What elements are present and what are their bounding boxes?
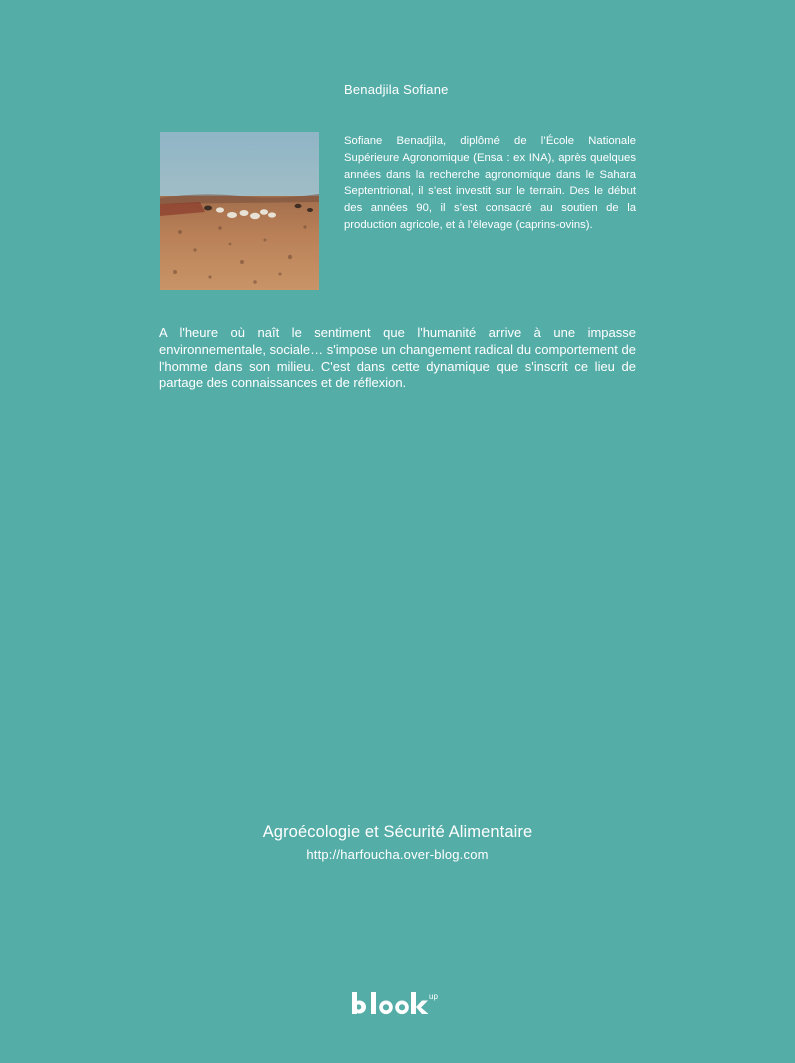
desert-herd-photo-icon	[160, 132, 319, 290]
author-photo	[160, 132, 319, 290]
blog-title: Agroécologie et Sécurité Alimentaire	[262, 823, 533, 841]
svg-text:up: up	[429, 992, 438, 1001]
author-name: Benadjila Sofiane	[344, 82, 449, 97]
blookup-logo-icon	[351, 990, 447, 1020]
blog-url[interactable]: http://harfoucha.over-blog.com	[306, 847, 489, 862]
intro-paragraph: A l'heure où naît le sentiment que l'humanité arrive à une impasse environnementale, sociale… s'impose un changement radical du comportement de l'homme dans son milieu. C'est dans cette dynamique que s'inscrit ce lieu de partage des connaissances et de réflexion.	[159, 325, 636, 391]
author-bio: Sofiane Benadjila, diplômé de l’École Nationale Supérieure Agronomique (Ensa : ex INA), après quelques années dans la recherche agronomique dans le Sahara Septentrional, il s’est investit sur le terrain. Des le début des années 90, il s’est consacré au soutien de la production agricole, et à l’élevage (caprins-ovins).	[344, 135, 636, 231]
publisher-logo	[351, 990, 447, 1020]
